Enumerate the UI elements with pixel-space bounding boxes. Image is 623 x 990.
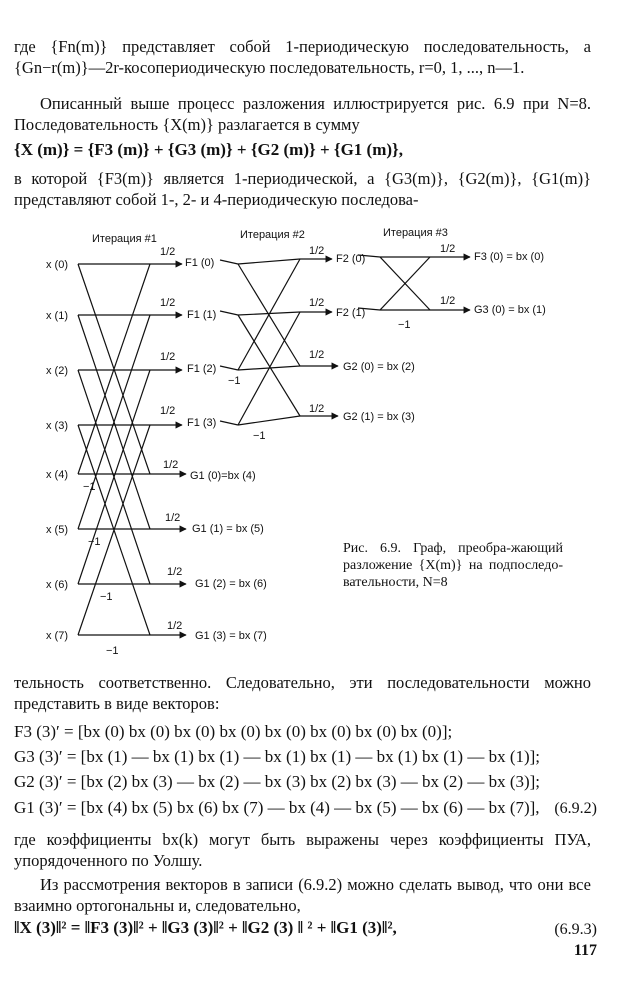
input-label: x (0) (46, 259, 68, 271)
page-number: 117 (573, 942, 597, 959)
input-label: x (5) (46, 524, 68, 536)
weight-half-label: 1/2 (309, 349, 325, 361)
figure-6-9 (0, 222, 623, 662)
iteration-1-label: Итерация #1 (92, 233, 157, 245)
weight-half-label: 1/2 (160, 405, 176, 417)
weight-half-label: 1/2 (309, 297, 325, 309)
weight-half-label: 1/2 (167, 620, 183, 632)
stage1-output-label: G1 (2) = bx (6) (195, 578, 267, 590)
stage2-output-label: G2 (1) = bx (3) (343, 411, 415, 423)
graph-edge (238, 416, 300, 425)
weight-half-label: 1/2 (160, 246, 176, 258)
connector-edge (220, 421, 238, 425)
weight-minus-label: −1 (100, 591, 113, 603)
stage2-output-label: F2 (0) (336, 253, 366, 265)
weight-half-label: 1/2 (440, 243, 456, 255)
connector-edge (220, 260, 238, 264)
stage3-output-label: F3 (0) = bx (0) (474, 251, 544, 263)
weight-minus-label: −1 (83, 481, 96, 493)
equation-number: (6.9.3) (554, 921, 597, 938)
stage1-output-label: G1 (0)=bx (4) (190, 470, 256, 482)
weight-half-label: 1/2 (309, 245, 325, 257)
weight-minus-label: −1 (106, 645, 119, 657)
figure-caption: Рис. 6.9. Граф, преобра-жающий разложение {X(m)} на подпоследо-вательности, N=8 (343, 541, 563, 590)
graph-edge (238, 259, 300, 264)
paragraph-6: Из рассмотрения векторов в записи (6.9.2) можно сделать вывод, что они все взаимно ортогональны и, следовательно, (14, 875, 591, 915)
weight-half-label: 1/2 (440, 295, 456, 307)
paragraph-1: где {Fn(m)} представляет собой 1-периодическую последовательность, а {Gn−r(m)}—2r-косопериодическую последовательность, r=0, 1, ..., n—1. (14, 37, 591, 77)
stage3-output-label: G3 (0) = bx (1) (474, 304, 546, 316)
weight-minus-label: −1 (253, 430, 266, 442)
stage2-output-label: F2 (1) (336, 307, 366, 319)
stage1-output-label: F1 (2) (187, 363, 217, 375)
stage1-output-label: F1 (3) (187, 417, 217, 429)
paragraph-4: тельность соответственно. Следовательно, эти последовательности можно представить в виде векторов: (14, 673, 591, 713)
connector-edge (220, 311, 238, 315)
weight-minus-label: −1 (398, 319, 411, 331)
weight-minus-label: −1 (228, 375, 241, 387)
vector-f3: F3 (3)′ = [bx (0) bx (0) bx (0) bx (0) bx (0) bx (0) bx (0) bx (0)]; (14, 722, 453, 741)
vector-g2: G2 (3)′ = [bx (2) bx (3) — bx (2) — bx (3) bx (2) bx (3) — bx (2) — bx (3)]; (14, 772, 541, 791)
iteration-3-label: Итерация #3 (383, 227, 448, 239)
input-label: x (6) (46, 579, 68, 591)
iteration-2-label: Итерация #2 (240, 229, 305, 241)
stage1-output-label: G1 (3) = bx (7) (195, 630, 267, 642)
connector-edge (220, 366, 238, 370)
input-label: x (7) (46, 630, 68, 642)
vector-g3: G3 (3)′ = [bx (1) — bx (1) bx (1) — bx (1) bx (1) — bx (1) bx (1) — bx (1)]; (14, 747, 541, 766)
input-label: x (4) (46, 469, 68, 481)
stage1-output-label: G1 (1) = bx (5) (192, 523, 264, 535)
equation-norm: ‖X (3)‖² = ‖F3 (3)‖² + ‖G3 (3)‖² + ‖G2 (3) ‖ ² + ‖G1 (3)‖², (14, 918, 397, 937)
paragraph-2: Описанный выше процесс разложения иллюстрируется рис. 6.9 при N=8. Последовательность {X(m)} разлагается в сумму (14, 94, 591, 134)
input-label: x (3) (46, 420, 68, 432)
weight-half-label: 1/2 (160, 297, 176, 309)
paragraph-5: где коэффициенты bx(k) могут быть выражены через коэффициенты ПУА, упорядоченного по Уолшу. (14, 830, 591, 870)
weight-half-label: 1/2 (167, 566, 183, 578)
stage2-output-label: G2 (0) = bx (2) (343, 361, 415, 373)
input-label: x (1) (46, 310, 68, 322)
equation-number: (6.9.2) (554, 800, 597, 817)
stage1-output-label: F1 (1) (187, 309, 217, 321)
input-label: x (2) (46, 365, 68, 377)
weight-half-label: 1/2 (165, 512, 181, 524)
graph-edge (238, 312, 300, 425)
weight-half-label: 1/2 (160, 351, 176, 363)
stage1-output-label: F1 (0) (185, 257, 215, 269)
equation-sum: {X (m)} = {F3 (m)} + {G3 (m)} + {G2 (m)} + {G1 (m)}, (14, 140, 403, 159)
weight-half-label: 1/2 (163, 459, 179, 471)
weight-minus-label: −1 (88, 536, 101, 548)
vector-g1: G1 (3)′ = [bx (4) bx (5) bx (6) bx (7) — bx (4) — bx (5) — bx (6) — bx (7)], (14, 798, 540, 817)
paragraph-3: в которой {F3(m)} является 1-периодической, а {G3(m)}, {G2(m)}, {G1(m)} представляют собой 1-, 2- и 4-периодическую последова- (14, 169, 591, 209)
weight-half-label: 1/2 (309, 403, 325, 415)
